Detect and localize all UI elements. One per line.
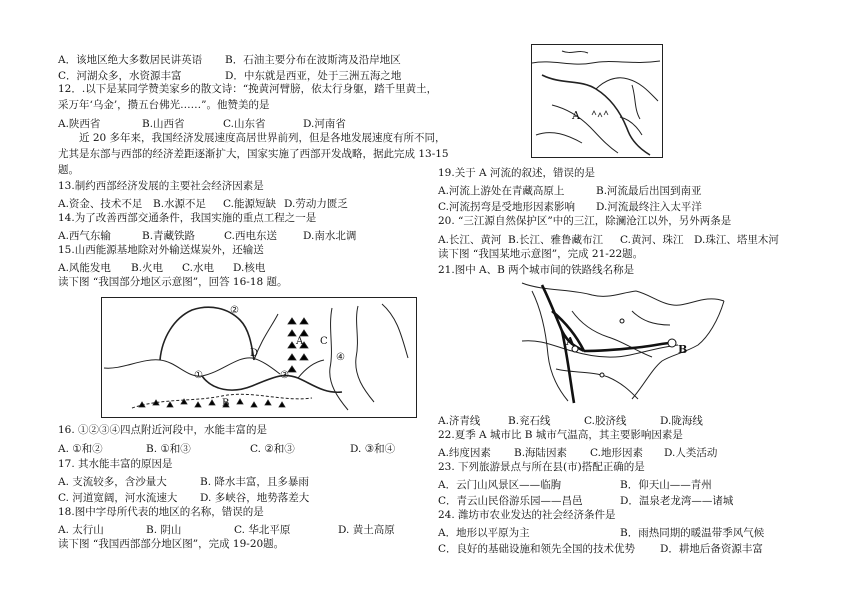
- region-map-16-18: [101, 297, 417, 418]
- q22-option-c: C.地形因素: [590, 447, 643, 459]
- q13-option-b: B.水源不足: [153, 198, 207, 210]
- map-label-city-b: B: [678, 343, 688, 356]
- q18-stem: 18.图中字母所代表的地区的名称，错误的是: [58, 506, 264, 518]
- intro-13-15-line3: 题。: [58, 164, 79, 176]
- read-16-18: 读下图 “我国部分地区示意图”，回答 16-18 题。: [58, 276, 288, 288]
- map-label-region-a: A: [296, 336, 304, 347]
- q19-option-b: B.河流最后出国到南亚: [596, 185, 702, 197]
- q23-option-a: A．云门山风景区——临朐: [438, 479, 562, 491]
- q11-option-b: B．石油主要分布在波斯湾及沿岸地区: [225, 54, 401, 66]
- city-railway-map: [512, 281, 726, 405]
- q15-option-b: B.火电: [131, 262, 164, 274]
- q23-option-b: B．仰天山——青州: [620, 479, 712, 491]
- q24-option-c: C．良好的基础设施和领先全国的技术优势: [438, 543, 636, 555]
- q14-option-b: B.青藏铁路: [142, 230, 196, 242]
- q23-option-c: C．青云山民俗游乐园——昌邑: [438, 495, 583, 507]
- q11-option-a: A．该地区绝大多数居民讲英语: [58, 54, 203, 66]
- q24-option-b: B．雨热同期的暖温带季风气候: [620, 527, 765, 539]
- q13-option-c: C.能源短缺: [223, 198, 276, 210]
- region-map-drawing: [102, 298, 416, 417]
- q17-option-b: B. 降水丰富，且多暴雨: [200, 476, 309, 488]
- q23-stem: 23. 下列旅游景点与所在县(市)搭配正确的是: [438, 461, 645, 473]
- map-label-point-1: ①: [194, 370, 203, 381]
- intro-13-15-line1: 近 20 多年来，我国经济发展速度高居世界前列，但是各地发展速度有所不同，: [79, 132, 446, 144]
- western-region-map: [531, 44, 663, 158]
- q12-option-a: A.陕西省: [58, 118, 101, 130]
- q22-option-d: D.人类活动: [664, 447, 718, 459]
- q21-option-b: B.兖石线: [508, 415, 551, 427]
- map-label-region-c: C: [320, 336, 328, 347]
- city-railway-map-drawing: [512, 281, 726, 405]
- map-label-point-4: ④: [336, 352, 345, 363]
- q21-option-c: C.胶济线: [584, 415, 627, 427]
- q12-option-d: D.河南省: [303, 118, 346, 130]
- map-label-river-a: A: [572, 109, 580, 122]
- q17-stem: 17. 其水能丰富的原因是: [58, 458, 173, 470]
- q16-option-b: B. ①和③: [146, 443, 191, 455]
- q12-option-c: C.山东省: [223, 118, 266, 130]
- map-label-region-b: B: [222, 398, 230, 409]
- q19-stem: 19.关于 A 河流的叙述，错误的是: [438, 167, 595, 179]
- q24-option-d: D．耕地后备资源丰富: [660, 543, 763, 555]
- q22-option-a: A.纬度因素: [438, 447, 491, 459]
- q18-option-d: D. 黄土高原: [338, 524, 395, 536]
- q19-option-a: A.河流上游处在青藏高原上: [438, 185, 565, 197]
- q16-stem: 16. ①②③④四点附近河段中，水能丰富的是: [58, 424, 268, 436]
- q13-stem: 13.制约西部经济发展的主要社会经济因素是: [58, 180, 264, 192]
- q14-option-c: C.西电东送: [224, 230, 277, 242]
- q19-option-d: D.河流最终注入太平洋: [596, 201, 702, 213]
- western-region-map-drawing: [532, 45, 662, 157]
- intro-13-15-line2: 尤其是东部与西部的经济差距逐渐扩大，国家实施了西部开发战略，据此完成 13-15: [58, 148, 449, 160]
- map-label-region-d: D: [250, 348, 259, 359]
- q17-option-d: D. 多峡谷，地势落差大: [200, 492, 310, 504]
- map-label-point-3: ③: [280, 370, 289, 381]
- q15-option-c: C.水电: [182, 262, 214, 274]
- q24-stem: 24. 潍坊市农业发达的社会经济条件是: [438, 509, 616, 521]
- q23-option-d: D．温泉老龙湾——诸城: [620, 495, 734, 507]
- q12-option-b: B.山西省: [142, 118, 185, 130]
- q11-option-c: C．河湖众多，水资源丰富: [58, 70, 182, 82]
- q12-stem-line2: 采万年‘乌金’，攒五台佛光……”。他赞美的是: [58, 99, 270, 111]
- q24-option-a: A．地形以平原为主: [438, 527, 530, 539]
- q15-option-a: A.风能发电: [58, 262, 111, 274]
- q20-option-a: A.长江、黄河: [438, 234, 502, 246]
- read-19-20: 读下图 “我国西部部分地区图”，完成 19-20题。: [58, 538, 285, 550]
- q20-stem: 20. “三江源自然保护区”中的三江，除澜沧江以外，另外两条是: [438, 215, 732, 227]
- q20-option-b: B.长江、雅鲁藏布江: [508, 234, 604, 246]
- q15-stem: 15.山西能源基地除对外输送煤炭外，还输送: [58, 244, 264, 256]
- map-label-point-2: ②: [230, 305, 239, 316]
- q12-stem-line1: 12．.以下是某同学赞美家乡的散文诗：“挽黄河臂膀，依太行身躯，踏千里黄土，: [58, 83, 438, 95]
- q18-option-a: A. 太行山: [58, 524, 104, 536]
- q16-option-d: D. ③和④: [350, 443, 396, 455]
- q21-stem: 21.图中 A、B 两个城市间的铁路线名称是: [438, 264, 635, 276]
- q19-option-c: C.河流拐弯是受地形因素影响: [438, 201, 575, 213]
- q21-option-d: D.陇海线: [660, 415, 703, 427]
- q20-option-c: C.黄河、珠江: [620, 234, 684, 246]
- q16-option-a: A. ①和②: [58, 443, 103, 455]
- q13-option-d: D.劳动力匮乏: [284, 198, 348, 210]
- q11-option-d: D．中东就是西亚，处于三洲五海之地: [225, 70, 402, 82]
- q21-option-a: A.济青线: [438, 415, 481, 427]
- q22-stem: 22.夏季 A 城市比 B 城市气温高，其主要影响因素是: [438, 429, 683, 441]
- q14-option-a: A.西气东输: [58, 230, 111, 242]
- q22-option-b: B.海陆因素: [514, 447, 568, 459]
- q15-option-d: D.核电: [233, 262, 266, 274]
- q13-option-a: A.资金、技术不足: [58, 198, 143, 210]
- read-21-22: 读下图 “我国某地示意图”，完成 21-22题。: [438, 248, 644, 260]
- q16-option-c: C. ②和③: [250, 443, 295, 455]
- q17-option-c: C. 河道宽阔，河水流速大: [58, 492, 178, 504]
- q17-option-a: A. 支流较多，含沙量大: [58, 476, 167, 488]
- q18-option-b: B. 阴山: [146, 524, 182, 536]
- map-label-city-a: A: [566, 335, 575, 348]
- q18-option-c: C. 华北平原: [234, 524, 291, 536]
- q14-option-d: D.南水北调: [303, 230, 357, 242]
- q14-stem: 14.为了改善西部交通条件，我国实施的重点工程之一是: [58, 212, 317, 224]
- q20-option-d: D.珠江、塔里木河: [694, 234, 779, 246]
